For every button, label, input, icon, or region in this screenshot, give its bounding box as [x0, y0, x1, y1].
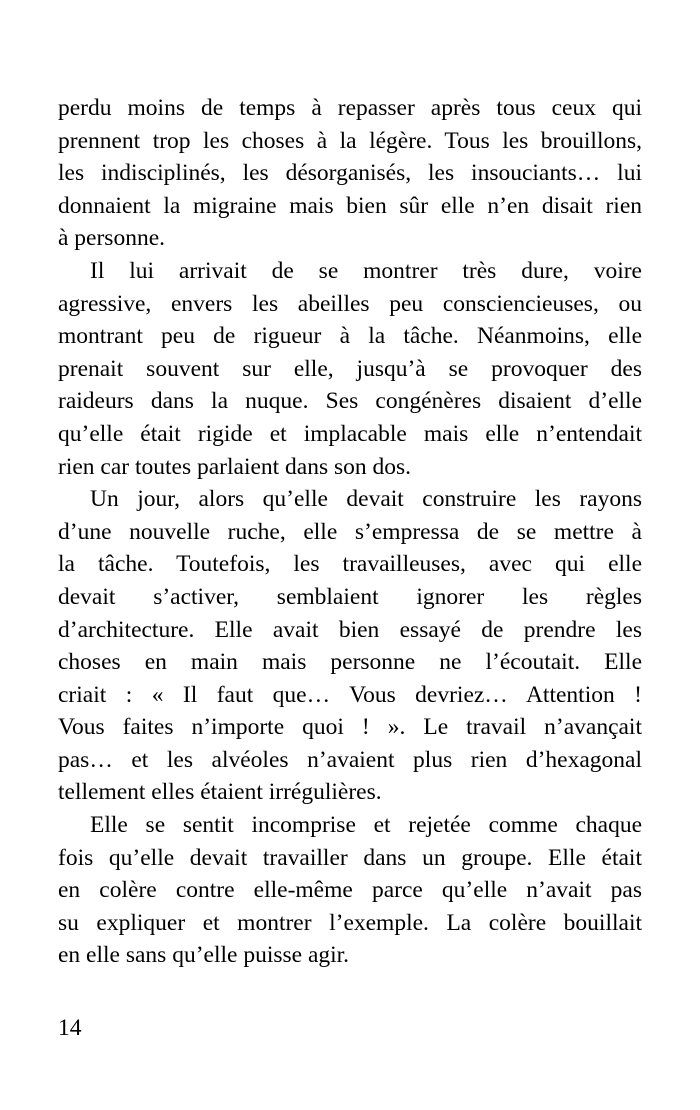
text-line: criait : « Il faut que… Vous devriez… Attention ! [58, 681, 642, 708]
text-line: tellement elles étaient irrégulières. [58, 779, 382, 806]
text-line: qu’elle était rigide et implacable mais elle n’entendait [58, 420, 642, 447]
text-line: donnaient la migraine mais bien sûr elle n’en disait rien [58, 192, 642, 219]
body-text [58, 92, 642, 972]
text-line: devait s’activer, semblaient ignorer les règles [58, 583, 642, 610]
text-line: prennent trop les choses à la légère. Tous les brouillons, [58, 127, 642, 154]
text-line: d’architecture. Elle avait bien essayé de prendre les [58, 616, 642, 643]
text-line: rien car toutes parlaient dans son dos. [58, 453, 412, 480]
text-line: à personne. [58, 225, 166, 252]
page-number: 14 [58, 1015, 82, 1041]
text-line: Vous faites n’importe quoi ! ». Le travail n’avançait [58, 714, 642, 741]
text-line: choses en main mais personne ne l’écoutait. Elle [58, 649, 642, 676]
text-line: en colère contre elle-même parce qu’elle n’avait pas [58, 877, 642, 904]
text-line: perdu moins de temps à repasser après tous ceux qui [58, 95, 642, 121]
text-line: montrant peu de rigueur à la tâche. Néanmoins, elle [58, 323, 642, 350]
text-line: d’une nouvelle ruche, elle s’empressa de se mettre à [58, 518, 642, 545]
text-line: prenait souvent sur elle, jusqu’à se provoquer des [58, 355, 642, 382]
text-line: Il lui arrivait de se montrer très dure, voire [90, 257, 642, 284]
text-line: en elle sans qu’elle puisse agir. [58, 942, 350, 969]
text-line: Un jour, alors qu’elle devait construire les rayons [90, 486, 642, 513]
text-line: pas… et les alvéoles n’avaient plus rien d’hexagonal [58, 746, 642, 773]
text-line: su expliquer et montrer l’exemple. La colère bouillait [58, 909, 642, 936]
text-line: agressive, envers les abeilles peu consciencieuses, ou [58, 290, 642, 317]
text-line: les indisciplinés, les désorganisés, les insouciants… lui [58, 160, 642, 187]
text-line: raideurs dans la nuque. Ses congénères disaient d’elle [58, 388, 642, 415]
text-line: la tâche. Toutefois, les travailleuses, avec qui elle [58, 551, 642, 578]
text-line: fois qu’elle devait travailler dans un groupe. Elle était [58, 844, 642, 871]
text-line: Elle se sentit incomprise et rejetée comme chaque [90, 812, 642, 839]
